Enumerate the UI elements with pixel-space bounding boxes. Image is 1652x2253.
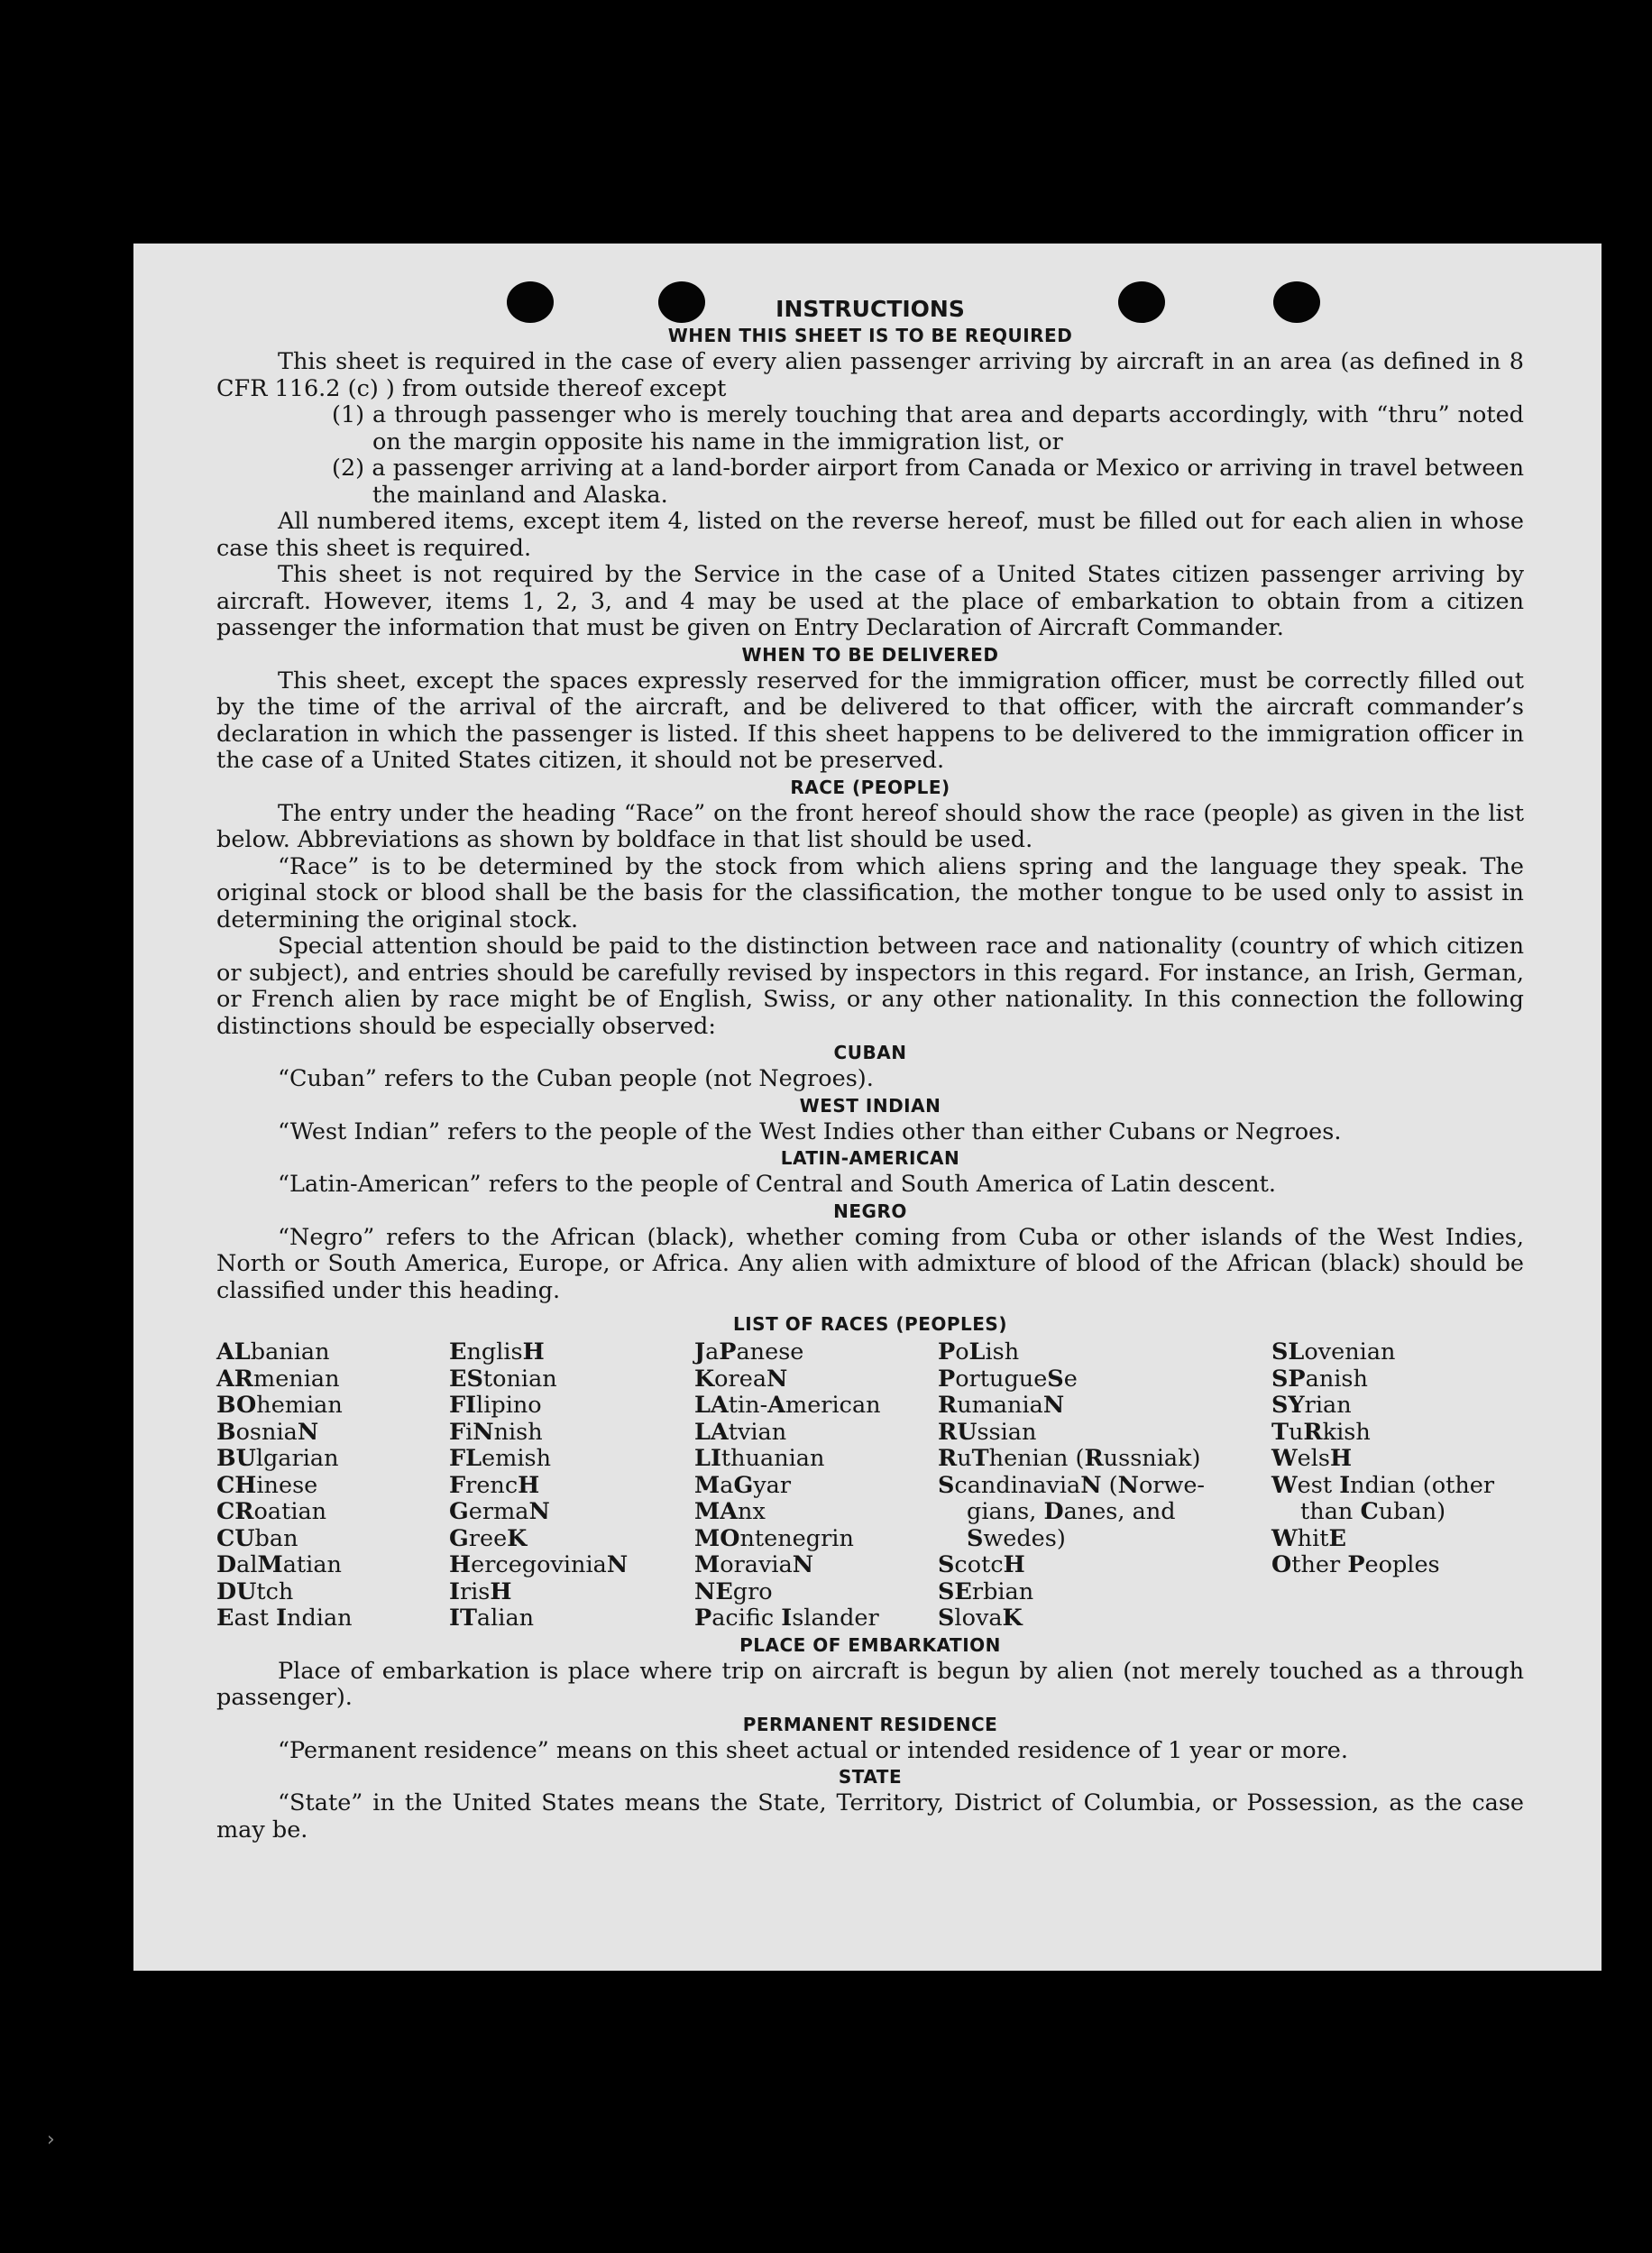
- race-entry: FrencH: [449, 1471, 540, 1499]
- race-entry: West Indian (other: [1271, 1471, 1495, 1499]
- races-column-3: [694, 1339, 938, 1632]
- section-heading: PLACE OF EMBARKATION: [739, 1633, 1001, 1656]
- distinction-heading: NEGRO: [833, 1200, 907, 1222]
- race-entry: PoLish: [938, 1338, 1020, 1366]
- race-entry: ALbanian: [216, 1338, 330, 1366]
- distinction-text: “West Indian” refers to the people of the West Indies other than either Cubans or Negroes.: [278, 1117, 1342, 1145]
- race-entry: East Indian: [216, 1605, 353, 1632]
- race-entry: SYrian: [1271, 1392, 1352, 1419]
- race-entry: CRoatian: [216, 1498, 327, 1525]
- list-item: (1) a through passenger who is merely touching that area and departs accordingly, with “thru” noted on the margin opposite his name in the immigration list, or: [332, 401, 1524, 455]
- race-entry: LAtvian: [694, 1418, 787, 1446]
- race-entry: Swedes): [967, 1524, 1066, 1552]
- race-entry: GermaN: [449, 1498, 550, 1525]
- race-entry: ITalian: [449, 1605, 535, 1632]
- race-entry: ARmenian: [216, 1365, 340, 1393]
- distinction-heading: CUBAN: [833, 1042, 907, 1063]
- paragraph: This sheet is required in the case of every alien passenger arriving by aircraft in an area (as defined in 8 CFR 116.2 (c) ) from outside thereof except: [216, 348, 1524, 402]
- race-entry: BUlgarian: [216, 1445, 339, 1472]
- races-list: [216, 1339, 1524, 1632]
- race-entry: FiNnish: [449, 1418, 543, 1446]
- distinction-text: “Cuban” refers to the Cuban people (not Negroes).: [278, 1065, 874, 1092]
- races-column-2: [449, 1339, 694, 1632]
- race-entry: RumaniaN: [938, 1392, 1065, 1419]
- list-item: (2) a passenger arriving at a land-border airport from Canada or Mexico or arriving in travel between the mainland and Alaska.: [332, 455, 1524, 509]
- section-heading: WHEN TO BE DELIVERED: [741, 643, 999, 666]
- race-entry: HercegoviniaN: [449, 1551, 629, 1578]
- section-heading: PERMANENT RESIDENCE: [742, 1713, 998, 1735]
- race-entry: Other Peoples: [1271, 1551, 1440, 1578]
- races-column-1: [216, 1339, 449, 1632]
- race-entry: JaPanese: [694, 1338, 804, 1366]
- paragraph: This sheet, except the spaces expressly reserved for the immigration officer, must be correctly filled out by the time of the arrival of the aircraft, and be delivered to that officer, with the aircraft commander’s declaration in which the passenger is listed. If this sheet happens to be delivered to the immigration officer in the case of a United States citizen, it should not be preserved.: [216, 667, 1524, 774]
- page-title: INSTRUCTIONS: [776, 296, 965, 322]
- paragraph: Place of embarkation is place where trip on aircraft is begun by alien (not merely touched as a through passenger).: [216, 1657, 1524, 1711]
- race-entry: ScotcH: [938, 1551, 1025, 1578]
- race-entry: DalMatian: [216, 1551, 342, 1578]
- race-entry: TuRkish: [1271, 1418, 1371, 1446]
- race-entry: ScandinaviaN (Norwe-: [938, 1471, 1206, 1499]
- paragraph: Special attention should be paid to the distinction between race and nationality (country of which citizen or subject), and entries should be carefully revised by inspectors in this regard. For instance, an Irish, German, or French alien by race might be of English, Swiss, or any other nationality. In this connection the following distinctions should be especially observed:: [216, 933, 1524, 1040]
- paragraph: “Race” is to be determined by the stock from which aliens spring and the language they speak. The original stock or blood shall be the basis for the classification, the mother tongue to be used only to assist in determining the original stock.: [216, 852, 1524, 933]
- paragraph: All numbered items, except item 4, listed on the reverse hereof, must be filled out for each alien in whose case this sheet is required.: [216, 508, 1524, 562]
- race-entry: BOhemian: [216, 1392, 343, 1419]
- race-entry: RUssian: [938, 1418, 1037, 1446]
- race-entry: DUtch: [216, 1577, 294, 1605]
- races-column-5: [1271, 1339, 1524, 1632]
- race-entry: WhitE: [1271, 1524, 1346, 1552]
- race-entry: CUban: [216, 1524, 298, 1552]
- section-heading: RACE (PEOPLE): [790, 776, 950, 798]
- race-entry: MAnx: [694, 1498, 766, 1525]
- race-entry: SErbian: [938, 1577, 1034, 1605]
- race-entry: MaGyar: [694, 1471, 792, 1499]
- race-entry: MoraviaN: [694, 1551, 814, 1578]
- race-entry: WelsH: [1271, 1445, 1353, 1472]
- instructions-text: [216, 296, 1524, 1844]
- race-entry: MOntenegrin: [694, 1524, 854, 1552]
- paragraph: The entry under the heading “Race” on the front hereof should show the race (people) as given in the list below. Abbreviations as shown by boldface in that list should be used.: [216, 799, 1524, 853]
- race-entry: GreeK: [449, 1524, 528, 1552]
- distinction-text: “Negro” refers to the African (black), whether coming from Cuba or other islands of the West Indies, North or South America, Europe, or Africa. Any alien with admixture of blood of the African (black) should be classified under this heading.: [216, 1223, 1524, 1304]
- distinction-heading: WEST INDIAN: [799, 1094, 941, 1117]
- races-heading: LIST OF RACES (PEOPLES): [733, 1313, 1007, 1335]
- race-entry: gians, Danes, and: [967, 1498, 1176, 1525]
- paragraph: “Permanent residence” means on this sheet actual or intended residence of 1 year or more.: [278, 1736, 1348, 1764]
- race-entry: BosniaN: [216, 1418, 319, 1446]
- race-entry: SPanish: [1271, 1365, 1368, 1393]
- race-entry: RuThenian (Russniak): [938, 1445, 1201, 1472]
- race-entry: EStonian: [449, 1365, 557, 1393]
- race-entry: EnglisH: [449, 1338, 545, 1366]
- paragraph: This sheet is not required by the Service in the case of a United States citizen passenger arriving by aircraft. However, items 1, 2, 3, and 4 may be used at the place of embarkation to obtain from a citizen passenger the information that must be given on Entry Declaration of Aircraft Commander.: [216, 561, 1524, 641]
- race-entry: than Cuban): [1300, 1498, 1446, 1525]
- distinction-heading: LATIN-AMERICAN: [780, 1147, 960, 1169]
- race-entry: FIlipino: [449, 1392, 542, 1419]
- distinction-text: “Latin-American” refers to the people of Central and South America of Latin descent.: [278, 1171, 1277, 1198]
- paragraph: “State” in the United States means the State, Territory, District of Columbia, or Possession, as the case may be.: [216, 1789, 1524, 1844]
- corner-mark-icon: ›: [47, 2129, 55, 2151]
- race-entry: FLemish: [449, 1445, 552, 1472]
- race-entry: SLovenian: [1271, 1338, 1396, 1366]
- section-heading: STATE: [838, 1766, 903, 1788]
- race-entry: PortugueSe: [938, 1365, 1078, 1393]
- race-entry: Pacifc Islander: [694, 1605, 879, 1632]
- race-entry: SlovaK: [938, 1605, 1023, 1632]
- race-entry: KoreaN: [694, 1365, 788, 1393]
- race-entry: LAtin-American: [694, 1392, 881, 1419]
- races-column-4: [938, 1339, 1271, 1632]
- race-entry: IrisH: [449, 1577, 512, 1605]
- race-entry: NEgro: [694, 1577, 773, 1605]
- race-entry: LIthuanian: [694, 1445, 825, 1472]
- section-heading: WHEN THIS SHEET IS TO BE REQUIRED: [667, 325, 1073, 346]
- race-entry: CHinese: [216, 1471, 318, 1499]
